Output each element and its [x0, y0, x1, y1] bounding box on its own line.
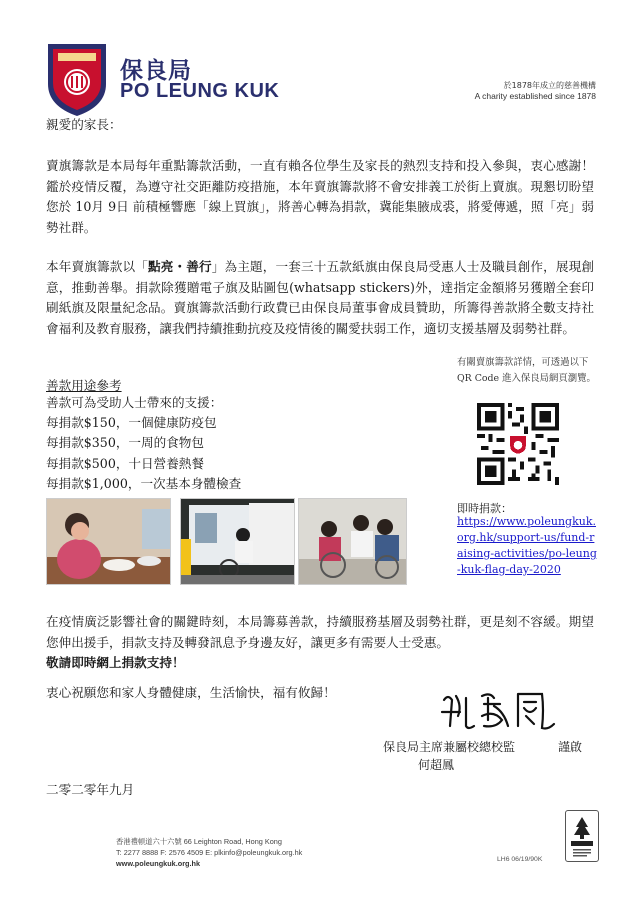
appeal-text: 在疫情廣泛影響社會的關鍵時刻，本局籌募善款，持續服務基層及弱勢社群，更是刻不容緩。期望您伸出援手，捐款支持及轉發訊息予身邊友好，讓更多有需要人士受惠。: [46, 614, 594, 650]
paragraph-wishes: 衷心祝願您和家人身體健康，生活愉快，福有攸歸！: [46, 685, 336, 700]
org-name-english: PO LEUNG KUK: [120, 80, 280, 102]
photo-ambulance-wheelchair: [180, 498, 295, 585]
qr-note: 有關賣旗籌款詳情，可透過以下 QR Code 進入保良局網頁瀏覽。: [457, 357, 596, 384]
theme-name: 點亮・善行: [147, 259, 212, 274]
theme-text-b: 」為主題，一套三十五款紙旗由保良局受惠人士及職員創作，展現創意，推動善舉。捐款除獲贈電子旗及貼圖包(whatsapp stickers)外，達指定金額將另獲贈全套印刷紙旗及限量紀念品。賣旗籌款活動行政費已由保良局董事會成員贊助，所籌得善款將全數支持社會福利及教育服務，讓我們持續推動抗疫及疫情後的關愛扶弱工作，適切支援基層及弱勢社群。: [46, 259, 595, 336]
photo-elderly-meal: [46, 498, 171, 585]
theme-text-a: 本年賣旗籌款以「: [46, 259, 148, 274]
qr-code[interactable]: [477, 403, 559, 485]
donation-use-line: 每捐款$350，一周的食物包: [46, 435, 204, 451]
paragraph-intro: 賣旗籌款是本局每年重點籌款活動，一直有賴各位學生及家長的熱烈支持和投入參與，衷心感謝！鑑於疫情反覆，為遵守社交距離防疫措施，本年賣旗籌款將不會安排義工於街上賣旗。現懇切盼望您於 10月 9日 前積極響應「線上買旗」，將善心轉為捐款，冀能集腋成裘，將愛傳遞，照「亮」弱勢社群。: [46, 158, 594, 235]
appeal-call-to-action: 敬請即時網上捐款支持！: [46, 655, 185, 670]
donation-uses-title: 善款用途參考: [46, 378, 122, 393]
footer-website[interactable]: www.poleungkuk.org.hk: [116, 859, 201, 868]
greeting: 親愛的家長：: [46, 117, 122, 132]
footer-contact: [116, 836, 302, 869]
letter-date: 二零二零年九月: [46, 782, 135, 797]
fsc-logo: [565, 810, 599, 862]
photo-wheelchair-users: [298, 498, 407, 585]
signer-name: 何超鳳: [418, 758, 455, 772]
paragraph-theme: [46, 257, 594, 339]
paragraph-appeal: [46, 612, 594, 674]
signer-title: 保良局主席兼屬校總校監: [383, 740, 516, 754]
tagline-chinese: 於1878年成立的慈善機構: [503, 81, 596, 90]
org-name-chinese: 保良局: [120, 58, 192, 84]
donation-use-line: 每捐款$150，一個健康防疫包: [46, 415, 217, 431]
signature: [438, 686, 560, 732]
donation-uses-list: [46, 393, 241, 494]
donation-use-line: 善款可為受助人士帶來的支援：: [46, 395, 223, 410]
document-code: LH6 06/19/90K: [497, 856, 543, 863]
footer-phone-email: T: 2277 8888 F: 2576 4509 E: plkinfo@poleungkuk.org.hk: [116, 848, 303, 857]
donation-use-line: 每捐款$500，十日營養熱餐: [46, 455, 204, 471]
donate-link[interactable]: https://www.poleungkuk.org.hk/support-us/fund-raising-activities/po-leung-kuk-flag-day-2020: [457, 515, 597, 576]
tagline-english: A charity established since 1878: [474, 91, 596, 101]
sign-off: 謹啟: [558, 740, 583, 754]
donate-label: 即時捐款：: [457, 502, 512, 515]
donation-use-line: 每捐款$1,000，一次基本身體檢查: [46, 475, 242, 491]
po-leung-kuk-logo: [44, 40, 110, 118]
footer-address: 香港禮頓道六十六號 66 Leighton Road, Hong Kong: [116, 837, 282, 846]
